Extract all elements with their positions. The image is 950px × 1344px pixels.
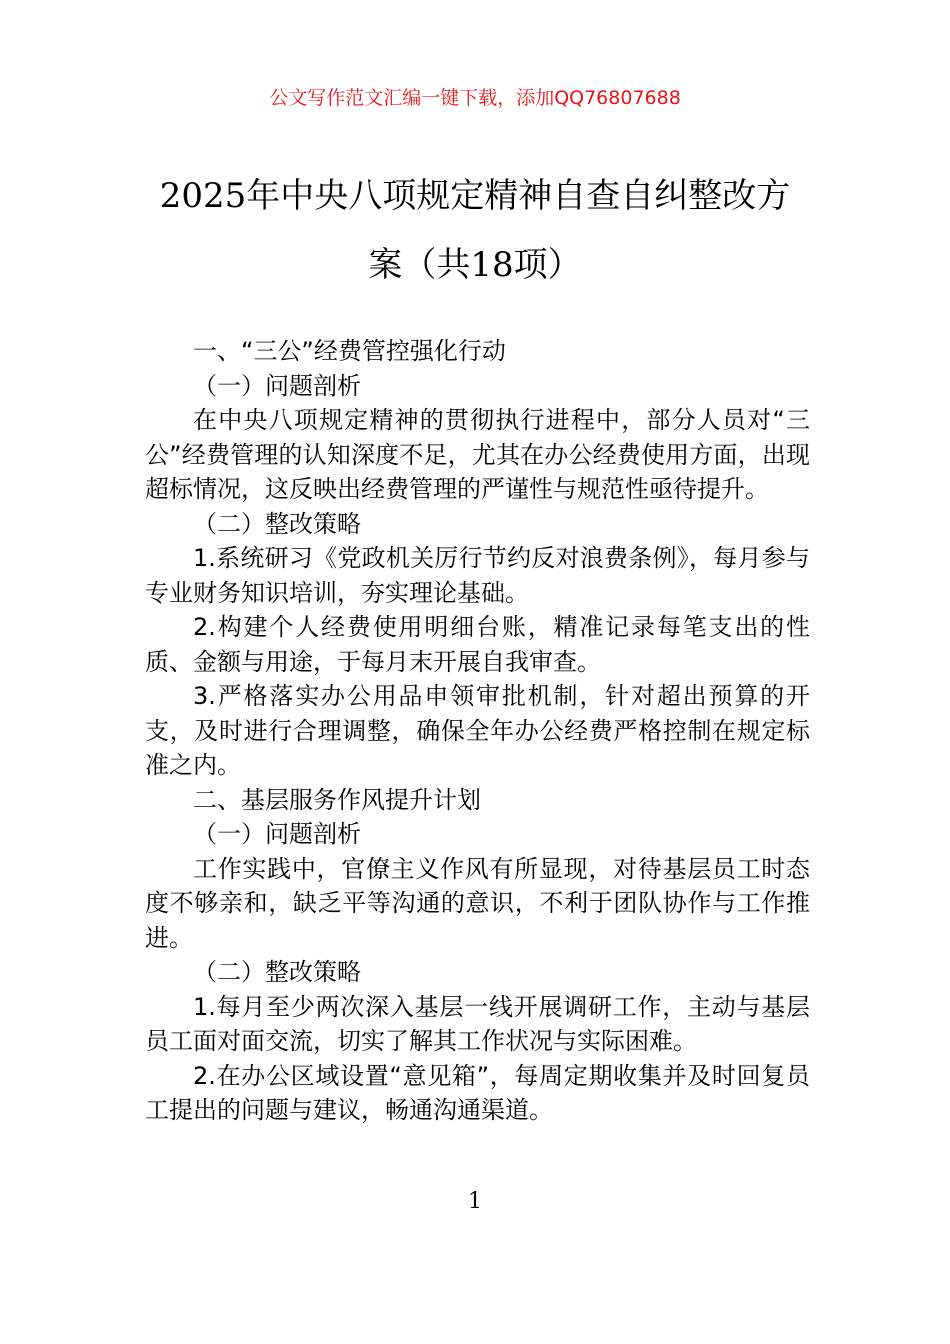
list-item: 2.构建个人经费使用明细台账，精准记录每笔支出的性质、金额与用途，于每月末开展自我审查。 bbox=[145, 613, 810, 676]
subsection-heading: （二）整改策略 bbox=[193, 509, 361, 538]
body-paragraph: 工作实践中，官僚主义作风有所显现，对待基层员工时态度不够亲和，缺乏平等沟通的意识，不利于团队协作与工作推进。 bbox=[145, 854, 810, 952]
subsection-heading: （一）问题剖析 bbox=[193, 371, 361, 400]
page-number: 1 bbox=[468, 1189, 482, 1214]
list-item: 3.严格落实办公用品申领审批机制，针对超出预算的开支，及时进行合理调整，确保全年办公经费严格控制在规定标准之内。 bbox=[145, 682, 810, 779]
list-item: 1.系统研习《党政机关厉行节约反对浪费条例》，每月参与专业财务知识培训，夯实理论基础。 bbox=[145, 544, 810, 607]
section-heading: 二、基层服务作风提升计划 bbox=[193, 785, 481, 814]
subsection-heading: （一）问题剖析 bbox=[193, 820, 361, 848]
document-body bbox=[145, 334, 810, 1128]
download-note: 公文写作范文汇编一键下载，添加QQ76807688 bbox=[269, 87, 681, 109]
document-title-line-2: 案（共18项） bbox=[368, 245, 582, 285]
list-item: 2.在办公区域设置“意见箱”，每周定期收集并及时回复员工提出的问题与建议，畅通沟通渠道。 bbox=[145, 1061, 810, 1124]
list-item: 1.每月至少两次深入基层一线开展调研工作，主动与基层员工面对面交流，切实了解其工作状况与实际困难。 bbox=[145, 992, 810, 1055]
subsection-heading: （二）整改策略 bbox=[193, 958, 361, 986]
body-paragraph: 在中央八项规定精神的贯彻执行进程中，部分人员对“三公”经费管理的认知深度不足，尤其在办公经费使用方面，出现超标情况，这反映出经费管理的严谨性与规范性亟待提升。 bbox=[145, 406, 810, 503]
section-heading: 一、“三公”经费管控强化行动 bbox=[193, 337, 506, 365]
document-title-line-1: 2025年中央八项规定精神自查自纠整改方 bbox=[159, 176, 791, 216]
